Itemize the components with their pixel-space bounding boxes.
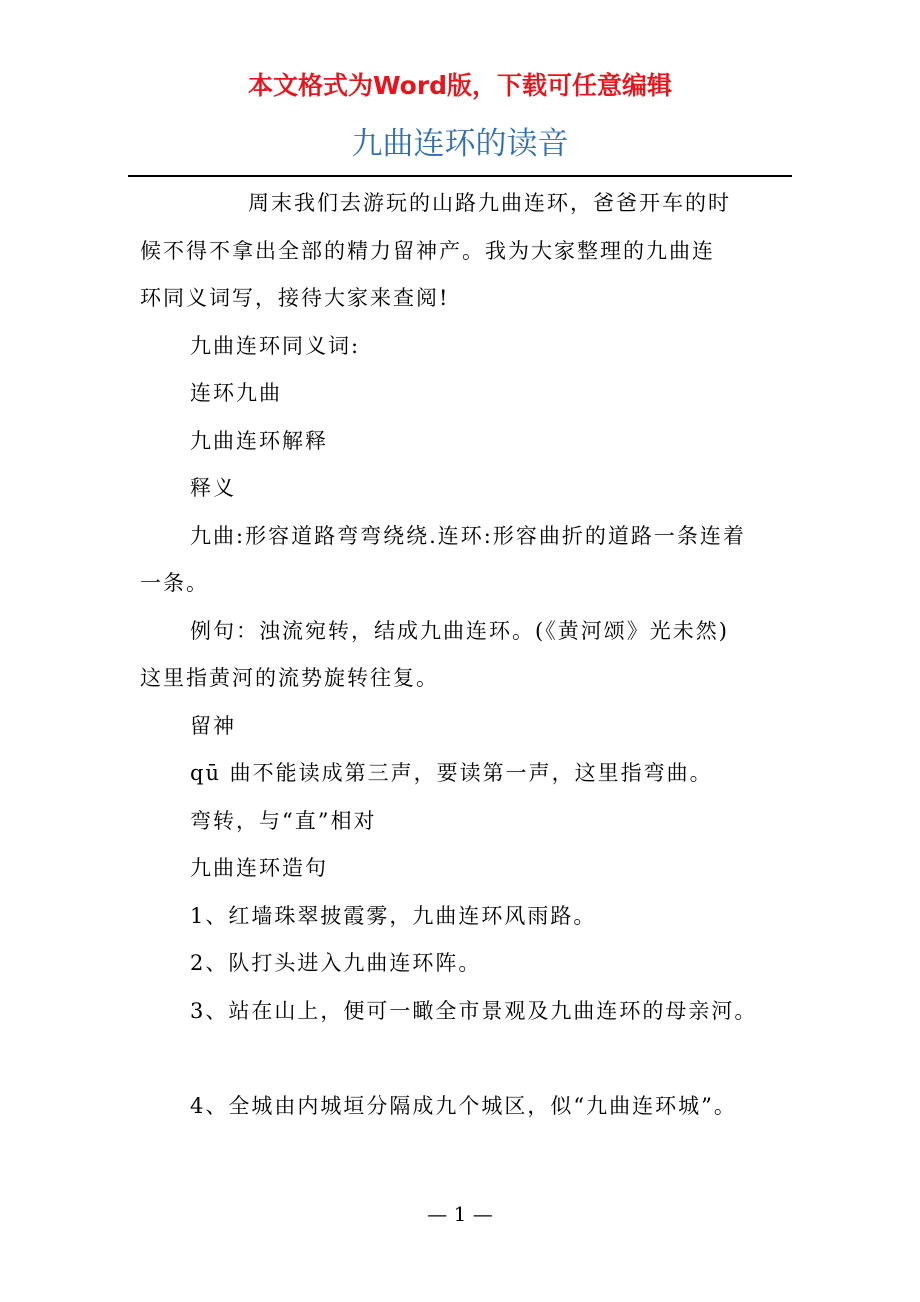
sentences-heading: 九曲连环造句 [190, 856, 328, 880]
title-divider [128, 175, 792, 177]
meaning-line-2: 一条。 [140, 571, 209, 595]
format-banner: 本文格式为Word版，下载可任意编辑 [247, 71, 673, 100]
meaning-line-1: 九曲:形容道路弯弯绕绕.连环:形容曲折的道路一条连着 [190, 523, 746, 548]
note-line-2: 弯转，与“直”相对 [190, 808, 377, 833]
sentence-2: 2、队打头进入九曲连环阵。 [190, 951, 482, 975]
explain-heading: 九曲连环解释 [190, 428, 328, 453]
paragraph-gap [140, 1035, 780, 1083]
synonym-heading: 九曲连环同义词: [190, 333, 361, 358]
synonym-text: 连环九曲 [190, 381, 282, 405]
intro-line-3: 环同义词写，接待大家来查阅! [140, 286, 450, 310]
note-line-1: qū 曲不能读成第三声，要读第一声，这里指弯曲。 [190, 761, 713, 785]
sentence-3: 3、站在山上，便可一瞰全市景观及九曲连环的母亲河。 [190, 998, 758, 1023]
meaning-heading: 释义 [190, 476, 236, 500]
page-number: — 1 — [427, 1202, 493, 1226]
intro-line-2: 候不得不拿出全部的精力留神产。我为大家整理的九曲连 [140, 238, 715, 263]
sentence-1: 1、红墙珠翠披霞雾，九曲连环风雨路。 [190, 903, 597, 928]
example-line-1: 例句：浊流宛转，结成九曲连环。(《黄河颂》光未然) [190, 618, 729, 643]
sentence-4: 4、全城由内城垣分隔成九个城区，似“九曲连环城”。 [190, 1094, 737, 1118]
example-line-2: 这里指黄河的流势旋转往复。 [140, 666, 439, 690]
document-body [140, 180, 780, 1131]
note-heading: 留神 [190, 713, 236, 738]
intro-line-1: 周末我们去游玩的山路九曲连环，爸爸开车的时 [248, 191, 731, 215]
document-title: 九曲连环的读音 [351, 126, 569, 162]
